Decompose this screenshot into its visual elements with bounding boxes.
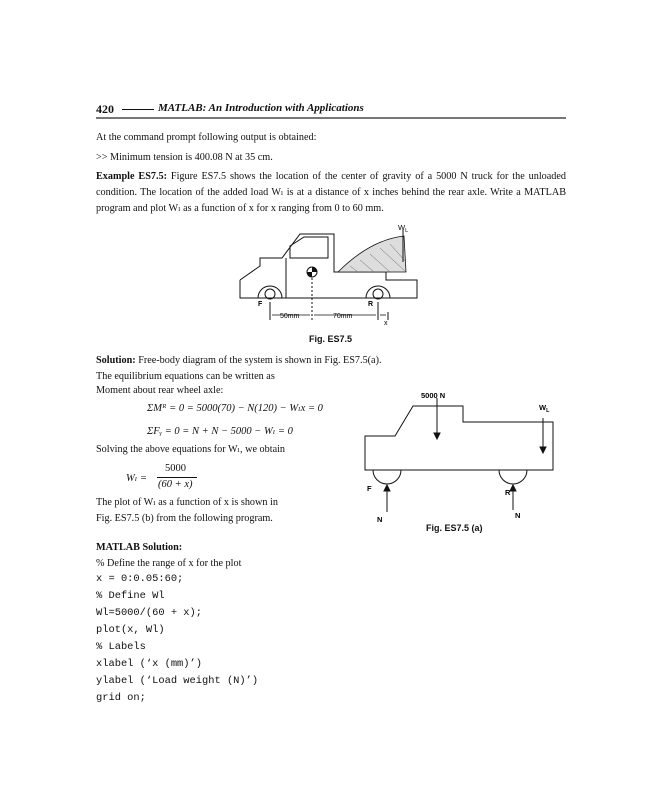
fbd-r-label: R [505,488,511,497]
solution-line-6: Fig. ES7.5 (b) from the following program. [96,513,273,524]
running-title: MATLAB: An Introduction with Applications [158,102,364,114]
fbd-force-label: 5000 N [421,391,446,400]
example-text: Figure ES7.5 shows the location of the center of gravity of a 5000 N truck for the unloaded condition. The location of the added load Wₗ is at a distance of x inches behind the rear axle. Write a MATLAB program and plot Wₗ as a function of x for x ranging from 0 to 60 mm. [96,171,567,214]
solution-line-5: The plot of Wₗ as a function of x is shown in [96,497,278,508]
code-line: Wl=5000/(60 + x); [96,607,203,619]
fbd-f-label: F [367,484,372,493]
equation-1: ΣMᴿ = 0 = 5000(70) − N(120) − Wₗx = 0 [147,403,323,414]
figure-caption-1: Fig. ES7.5 [309,334,353,344]
fbd-n2-label: N [515,511,521,520]
matlab-heading: MATLAB Solution: [96,542,183,553]
truck-figure [230,222,440,342]
equation-3-numerator: 5000 [165,463,186,474]
equation-2: ΣFᵧ = 0 = N + N − 5000 − Wₗ = 0 [147,426,293,437]
dim-50mm: 50mm [280,313,300,320]
header-dash [122,109,154,110]
fig1-f-label: F [258,301,263,308]
intro-line-1: At the command prompt following output is obtained: [96,132,317,143]
solution-line-3: Moment about rear wheel axle: [96,385,224,396]
solution-text: Free-body diagram of the system is shown in Fig. ES7.5(a). [138,355,382,366]
fig1-wl-label: $W_L$ [398,223,409,234]
code-line: ylabel (‘Load weight (N)’) [96,675,259,687]
code-line: x = 0:0.05:60; [96,573,184,585]
code-line: plot(x, Wl) [96,624,165,636]
equation-3-lhs: Wₗ = [126,473,148,484]
fbd-n1-label: N [377,515,383,524]
load-pile [338,236,406,272]
solution-label: Solution: [96,355,136,366]
fbd-front-wheel [373,470,401,484]
free-body-diagram [355,388,565,528]
code-line: grid on; [96,692,146,704]
solution-line [96,353,382,369]
force-arrows [384,398,546,512]
intro-line-2: >> Minimum tension is 400.08 N at 35 cm. [96,152,273,163]
matlab-comment: % Define the range of x for the plot [96,558,242,569]
header-rule [96,117,566,119]
front-wheel [258,286,282,299]
code-line: % Define Wl [96,590,165,602]
code-line: % Labels [96,641,146,653]
fbd-wl-label: $W_L$ [539,403,550,414]
solution-line-4: Solving the above equations for Wₗ, we obtain [96,444,286,455]
page-number: 420 [96,102,114,116]
code-line: xlabel (‘x (mm)’) [96,658,203,670]
dim-70mm: 70mm [333,313,353,320]
fbd-rear-wheel [499,470,527,484]
equation-3-denominator: (60 + x) [158,479,193,490]
example-paragraph [96,169,566,217]
fraction-bar [157,477,197,478]
center-of-gravity-icon [307,267,317,277]
solution-line-2: The equilibrium equations can be written as [96,371,275,382]
rear-wheel [366,286,390,299]
example-label: Example ES7.5: [96,171,167,182]
fig1-r-label: R [368,301,374,308]
figure-caption-2: Fig. ES7.5 (a) [426,523,483,533]
dim-x: x [384,320,388,327]
fbd-body [365,406,553,470]
